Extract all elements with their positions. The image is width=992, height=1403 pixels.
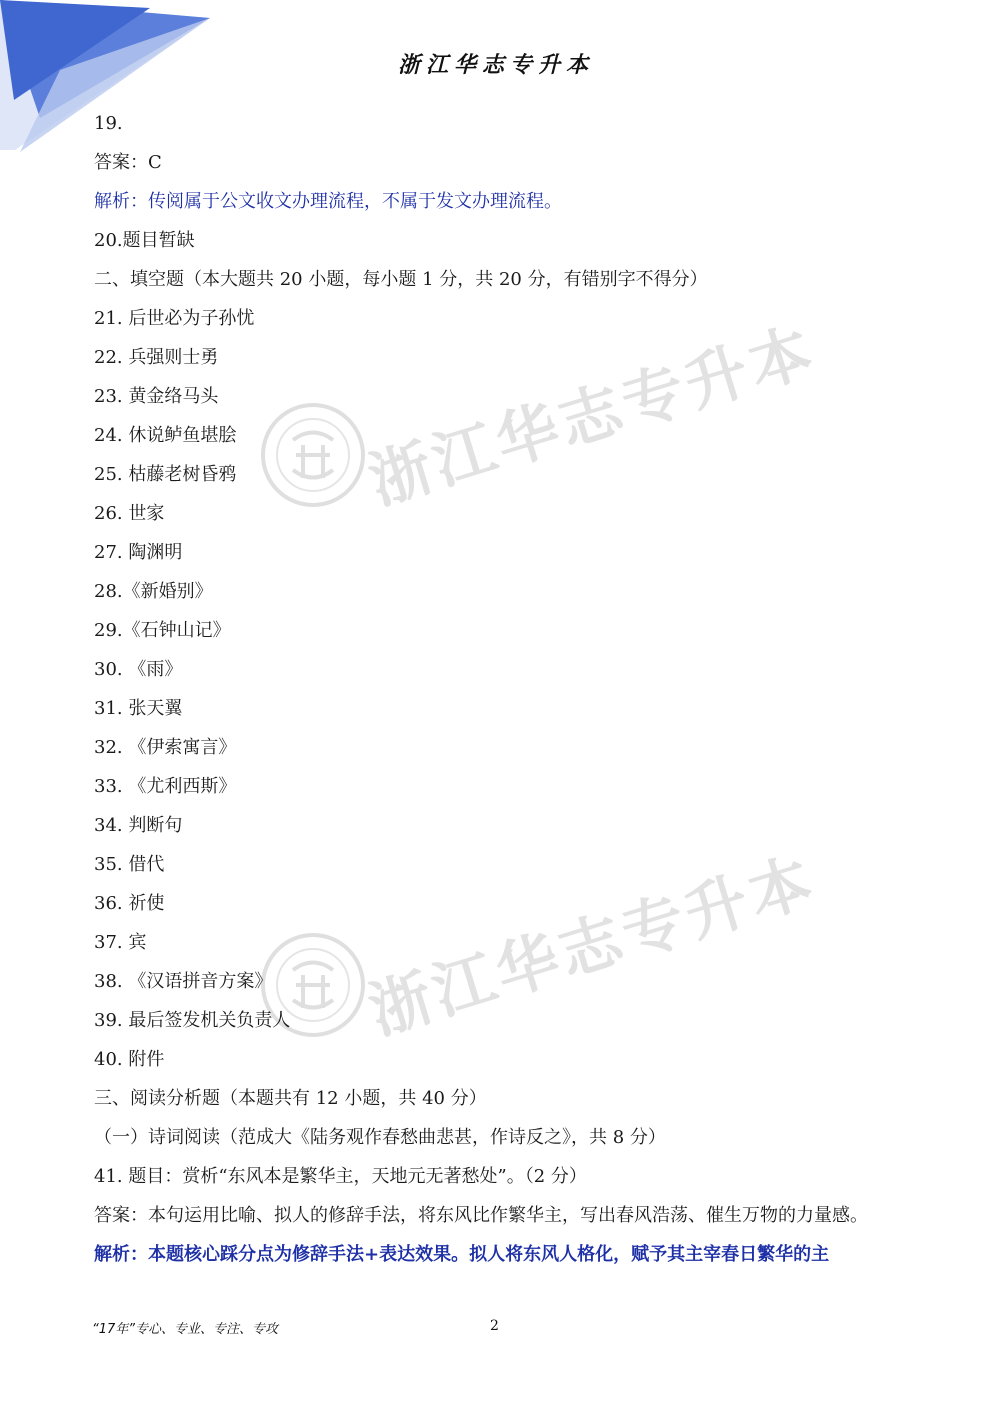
text-line: 答案：C (94, 152, 162, 173)
text-line: 21. 后世必为子孙忧 (94, 308, 255, 329)
text-line: 35. 借代 (94, 854, 165, 875)
text-line: 32. 《伊索寓言》 (94, 737, 237, 758)
text-line: 34. 判断句 (94, 815, 183, 836)
text-line: 19. (94, 113, 123, 134)
text-line: 24. 休说鲈鱼堪脍 (94, 425, 237, 446)
footer-slogan: “17年”专心、专业、专注、专攻 (92, 1322, 279, 1337)
text-line: 20.题目暂缺 (94, 230, 195, 251)
text-line: 23. 黄金络马头 (94, 386, 219, 407)
text-line: 29.《石钟山记》 (94, 620, 231, 641)
text-line: 31. 张天翼 (94, 698, 183, 719)
analysis-line: 解析：本题核心踩分点为修辞手法+表达效果。拟人将东风人格化，赋予其主宰春日繁华的主 (94, 1244, 830, 1265)
page-number: 2 (490, 1318, 499, 1334)
text-line: 22. 兵强则士勇 (94, 347, 219, 368)
text-line: 27. 陶渊明 (94, 542, 183, 563)
text-line: 37. 宾 (94, 932, 147, 953)
watermark-text: 浙江华志专升本 (360, 313, 824, 519)
text-line: 26. 世家 (94, 503, 165, 524)
text-line: 三、阅读分析题（本题共有 12 小题，共 40 分） (94, 1088, 487, 1109)
text-line: 38. 《汉语拼音方案》 (94, 971, 273, 992)
document-body (94, 104, 904, 1274)
answer-paragraph: 答案：本句运用比喻、拟人的修辞手法，将东风比作繁华主，写出春风浩荡、催生万物的力量感。 (94, 1205, 868, 1226)
text-line: 40. 附件 (94, 1049, 165, 1070)
text-line: 解析：传阅属于公文收文办理流程，不属于发文办理流程。 (94, 191, 562, 212)
text-line: 30. 《雨》 (94, 659, 183, 680)
text-line: （一）诗词阅读（范成大《陆务观作春愁曲悲甚，作诗反之》，共 8 分） (94, 1127, 666, 1148)
text-line: 二、填空题（本大题共 20 小题，每小题 1 分，共 20 分，有错别字不得分） (94, 269, 708, 290)
header-title: 浙江华志专升本 (397, 53, 594, 78)
text-line: 41. 题目：赏析“东风本是繁华主，天地元无著愁处”。（2 分） (94, 1166, 587, 1187)
text-line: 39. 最后签发机关负责人 (94, 1010, 291, 1031)
watermark-text: 浙江华志专升本 (360, 843, 824, 1049)
text-line: 28.《新婚别》 (94, 581, 213, 602)
answer-lines (94, 104, 904, 1196)
text-line: 36. 祈使 (94, 893, 165, 914)
text-line: 25. 枯藤老树昏鸦 (94, 464, 237, 485)
text-line: 33. 《尤利西斯》 (94, 776, 237, 797)
